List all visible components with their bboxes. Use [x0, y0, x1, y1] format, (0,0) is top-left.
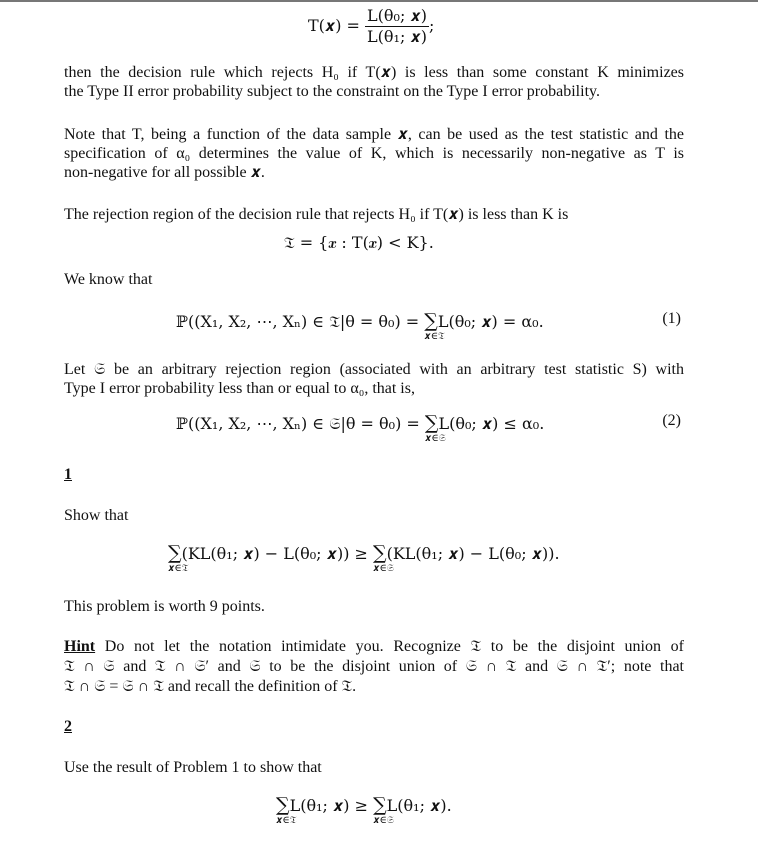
top-rule — [0, 0, 758, 2]
hint-line3: 𝔗 ∩ 𝔖 = 𝔖 ∩ 𝔗 and recall the definition of 𝔗. — [64, 678, 357, 695]
summation: ∑ 𝒙∈𝔖 — [373, 794, 394, 826]
paragraph-decision-line1: then the decision rule which rejects H₀ if T(𝒙) is less than some constant K minimizes — [64, 64, 684, 81]
paragraph-use-result: Use the result of Problem 1 to show that — [64, 759, 322, 776]
paragraph-note-line1: Note that T, being a function of the data sample 𝒙, can be used as the test statistic and the — [64, 126, 684, 143]
paragraph-show-that: Show that — [64, 507, 129, 524]
equation-rejection-region: 𝔗 = {𝒙 : T(𝒙) < K}. — [284, 233, 434, 252]
paragraph-let-line2: Type I error probability less than or equal to α₀, that is, — [64, 380, 415, 397]
equation-T-definition: T(𝒙) = $\frac{\text{L(θ₀; 𝒙)}}{\text{L(θ₁; 𝒙)}}$ ; — [308, 6, 435, 46]
problem-1-heading: 1 — [64, 466, 72, 483]
hint-label: Hint — [64, 638, 96, 655]
equation-inequality-1: ∑ 𝒙∈𝔗 (KL(θ₁; 𝒙) − L(θ₀; 𝒙)) ≥ ∑ 𝒙∈𝔖 (KL(θ₁; 𝒙) − L(θ₀; 𝒙)). — [168, 542, 560, 574]
fraction: $\frac{\text{L(θ₀; 𝒙)}}{\text{L(θ₁; 𝒙)}}$ — [367, 6, 427, 46]
paragraph-note-line2: specification of α₀ determines the value of K, which is necessarily non-negative as T is — [64, 145, 684, 162]
paragraph-we-know: We know that — [64, 271, 153, 288]
equation-1: ℙ((X₁, X₂, ⋯, Xₙ) ∈ 𝔗|θ = θ₀) = ∑ 𝒙∈𝔗 L(θ₀; 𝒙) = α₀. — [176, 310, 544, 342]
summation: ∑ 𝒙∈𝔗 — [168, 542, 189, 574]
paragraph-let-line1: Let 𝔖 be an arbitrary rejection region (associated with an arbitrary test statistic S) with — [64, 361, 684, 378]
paragraph-note-line3: non-negative for all possible 𝒙. — [64, 164, 265, 181]
paragraph-decision-line2: the Type II error probability subject to the constraint on the Type I error probability. — [64, 83, 600, 100]
hint-line2: 𝔗 ∩ 𝔖 and 𝔗 ∩ 𝔖′ and 𝔖 to be the disjoint union of 𝔖 ∩ 𝔗 and 𝔖 ∩ 𝔗′; note that — [64, 658, 684, 675]
summation: ∑ 𝒙∈𝔖 — [373, 542, 394, 574]
equation-inequality-2: ∑ 𝒙∈𝔗 L(θ₁; 𝒙) ≥ ∑ 𝒙∈𝔖 L(θ₁; 𝒙). — [276, 794, 452, 826]
equation-2: ℙ((X₁, X₂, ⋯, Xₙ) ∈ 𝔖|θ = θ₀) = ∑ 𝒙∈𝔖 L(θ₀; 𝒙) ≤ α₀. — [176, 412, 545, 444]
paragraph-worth: This problem is worth 9 points. — [64, 598, 265, 615]
summation: ∑ 𝒙∈𝔗 — [276, 794, 297, 826]
hint-line1: Hint Do not let the notation intimidate you. Recognize 𝔗 to be the disjoint union of — [64, 638, 684, 655]
summation: ∑ 𝒙∈𝔖 — [424, 412, 446, 444]
problem-2-heading: 2 — [64, 718, 72, 735]
paragraph-rejection-region: The rejection region of the decision rule that rejects H₀ if T(𝒙) is less than K is — [64, 206, 569, 223]
equation-number-1: (1) — [662, 310, 681, 327]
equation-number-2: (2) — [662, 412, 681, 429]
summation: ∑ 𝒙∈𝔗 — [424, 310, 445, 342]
